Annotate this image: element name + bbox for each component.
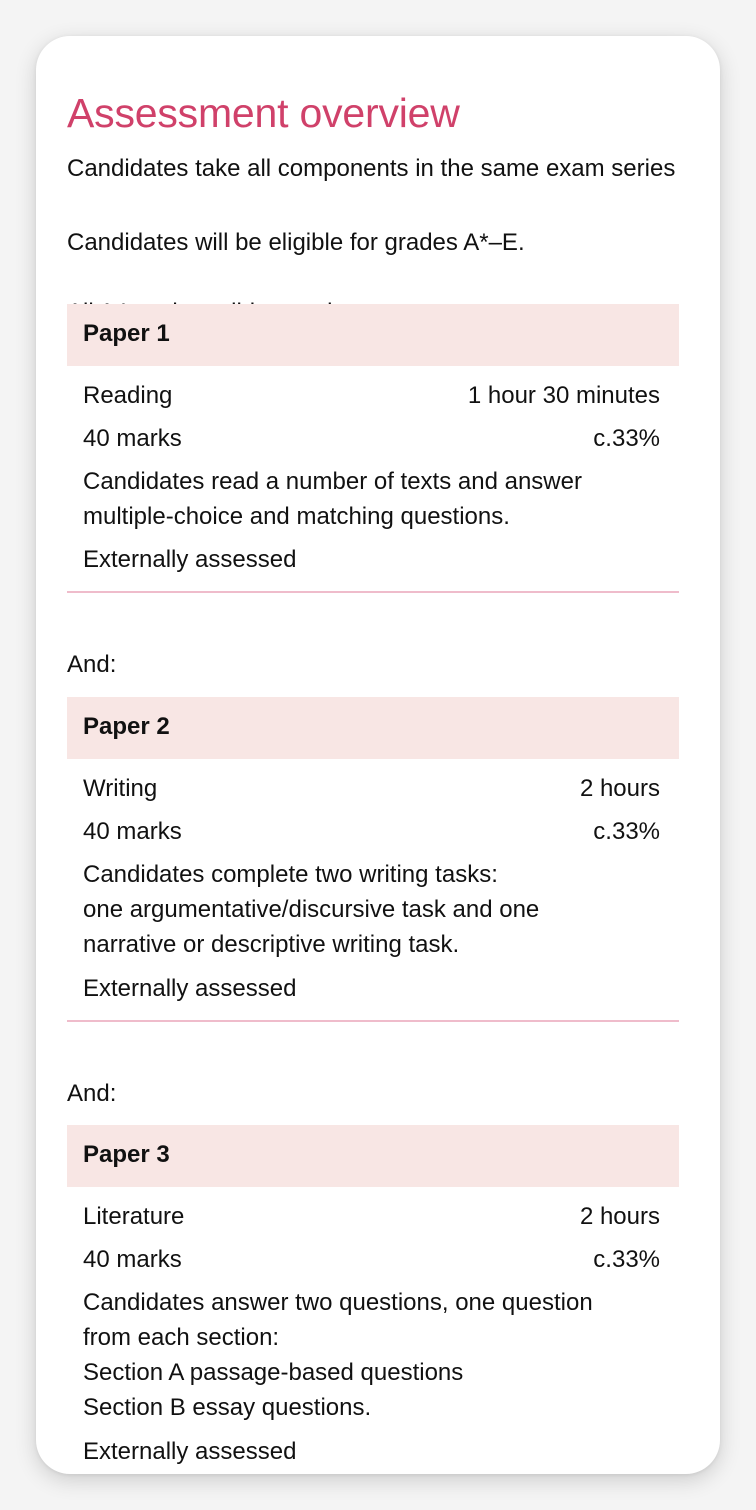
paper-1-component-row	[83, 381, 660, 411]
paper-3-duration: 2 hours	[579, 1203, 660, 1230]
paper-3-marks: 40 marks	[83, 1246, 182, 1273]
paper-3-description	[83, 1285, 660, 1425]
paper-2-divider	[67, 1020, 679, 1022]
paper-2-description-line: Candidates complete two writing tasks:	[83, 861, 498, 888]
paper-2-component-row	[83, 774, 660, 804]
paper-1-description-line: multiple-choice and matching questions.	[83, 503, 510, 530]
paper-3-assessment: Externally assessed	[83, 1438, 297, 1465]
paper-3-description-line: Candidates answer two questions, one question	[83, 1289, 593, 1316]
paper-1-marks-row	[83, 424, 660, 454]
paper-2-assessment: Externally assessed	[83, 975, 297, 1002]
paper-3-name: Paper 3	[83, 1141, 170, 1168]
paper-3-marks-row	[83, 1245, 660, 1275]
paper-2-weight: c.33%	[593, 818, 660, 845]
paper-2-header	[67, 697, 679, 759]
paper-2-component: Writing	[83, 775, 158, 802]
paper-2-name: Paper 2	[83, 713, 170, 740]
paper-3-component-row	[83, 1202, 660, 1232]
connector-and-1: And:	[67, 651, 117, 678]
paper-3-description-line: Section A passage-based questions	[83, 1359, 464, 1386]
paper-1-name: Paper 1	[83, 320, 170, 347]
intro-exam-series: Candidates take all components in the same exam series	[67, 155, 676, 182]
paper-2-marks: 40 marks	[83, 818, 182, 845]
page-title: Assessment overview	[67, 90, 460, 136]
paper-2-duration: 2 hours	[579, 775, 660, 802]
paper-1-description	[83, 464, 660, 534]
paper-3-description-line: from each section:	[83, 1324, 280, 1351]
paper-2-description-line: narrative or descriptive writing task.	[83, 931, 460, 958]
paper-1-assessment: Externally assessed	[83, 546, 297, 573]
paper-1-component: Reading	[83, 382, 173, 409]
paper-3-component: Literature	[83, 1203, 185, 1230]
connector-and-2: And:	[67, 1080, 117, 1107]
paper-3-description-line: Section B essay questions.	[83, 1394, 372, 1421]
paper-2-description-line: one argumentative/discursive task and one	[83, 896, 540, 923]
paper-3-weight: c.33%	[593, 1246, 660, 1273]
paper-1-description-line: Candidates read a number of texts and answer	[83, 468, 582, 495]
paper-1-weight: c.33%	[593, 425, 660, 452]
paper-1-duration: 1 hour 30 minutes	[467, 382, 660, 409]
paper-1-marks: 40 marks	[83, 425, 182, 452]
document-card	[36, 36, 720, 1474]
paper-1-header	[67, 304, 679, 366]
paper-3-header	[67, 1125, 679, 1187]
paper-1-divider	[67, 591, 679, 593]
intro-grades: Candidates will be eligible for grades A*–E.	[67, 229, 525, 256]
paper-2-marks-row	[83, 817, 660, 847]
paper-2-description	[83, 857, 660, 962]
